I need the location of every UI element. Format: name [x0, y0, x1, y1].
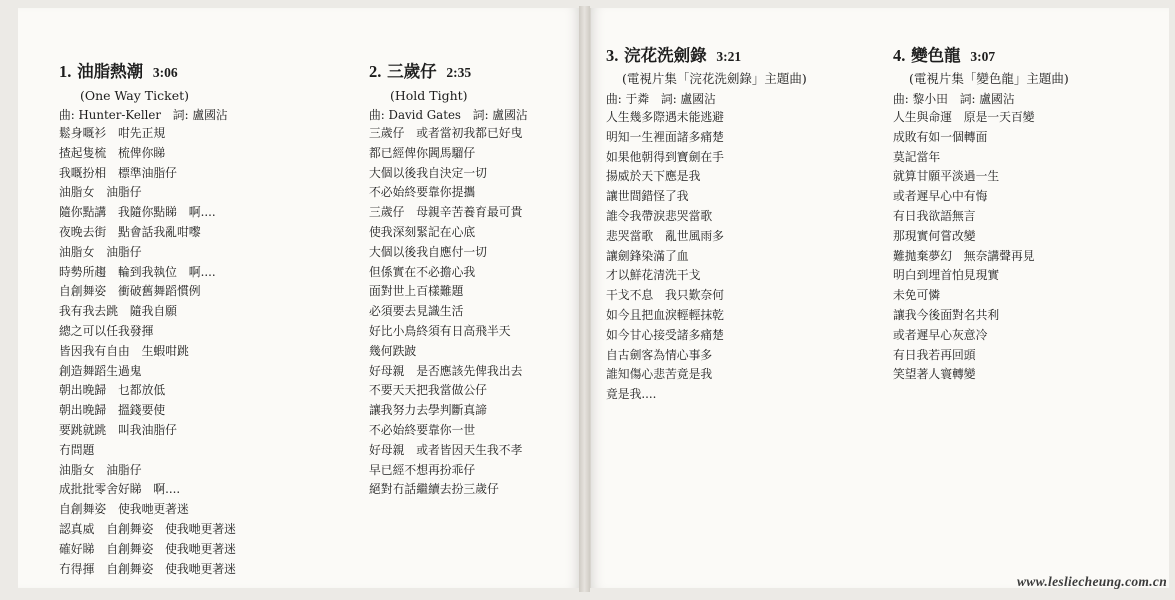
song-title-text: 浣花洗劍錄 [624, 46, 707, 65]
lyric-line: 好母親 或者皆因天生我不孝 [369, 442, 523, 457]
lyric-line: 好比小鳥終須有日高飛半天 [369, 323, 511, 338]
lyrics-list [369, 124, 528, 500]
lyric-line: 笑望著人寰轉變 [893, 367, 976, 382]
song-block-3 [606, 46, 807, 405]
lyric-line: 就算甘願平淡過一生 [893, 169, 1000, 184]
lyric-line: 必須要去見識生活 [369, 304, 464, 319]
lyric-line: 揚威於天下應是我 [606, 169, 701, 184]
lyric-line: 有日我欲語無言 [893, 208, 976, 223]
song-block-4 [893, 46, 1069, 385]
lyric-line: 悲哭當歌 亂世風雨多 [606, 228, 724, 243]
lyric-line: 莫記當年 [893, 149, 941, 164]
lyric-line: 三歲仔 或者當初我都已好曳 [369, 126, 523, 140]
website-watermark: www.lesliecheung.com.cn [1016, 574, 1167, 589]
song-credits: 曲: 黎小田 詞: 盧國沾 [893, 92, 1015, 106]
song-title [893, 46, 1069, 67]
book-spine-gutter [579, 6, 590, 592]
lyric-line: 好母親 是否應該先俾我出去 [369, 363, 523, 378]
song-duration: 3:06 [152, 65, 178, 80]
lyric-line: 冇問題 [59, 442, 95, 457]
song-title [606, 46, 807, 67]
lyric-line: 如今甘心接受諸多痛楚 [606, 327, 724, 342]
lyric-line: 時勢所趨 輪到我執位 啊.... [59, 264, 216, 279]
lyric-line: 幾何跌跛 [369, 343, 417, 358]
song-credits: 曲: David Gates 詞: 盧國沾 [369, 108, 528, 122]
lyric-line: 總之可以任我發揮 [59, 323, 154, 338]
lyric-line: 油脂女 油脂仔 [59, 185, 142, 200]
lyric-line: 我有我去跳 隨我自願 [59, 304, 177, 319]
lyric-line: 誰知傷心悲苦竟是我 [606, 367, 713, 382]
song-block-2 [369, 62, 528, 500]
lyric-line: 油脂女 油脂仔 [59, 462, 142, 477]
lyric-line: 才以鮮花清洗干戈 [606, 268, 701, 283]
lyric-line: 那現實何嘗改變 [893, 228, 976, 243]
lyric-line: 自創舞姿 使我哋更著迷 [59, 502, 189, 517]
lyric-line: 如今且把血淚輕輕抹乾 [606, 307, 724, 322]
lyrics-list [59, 124, 236, 579]
lyric-line: 不要天天把我當做公仔 [369, 383, 487, 398]
lyric-line: 揸起隻梳 梳俾你睇 [59, 145, 166, 160]
song-subtitle: (One Way Ticket) [80, 88, 190, 103]
lyric-line: 如果他朝得到寶劍在手 [606, 149, 724, 164]
lyric-line: 明知一生裡面諸多痛楚 [606, 129, 724, 144]
lyric-line: 冇得揮 自創舞姿 使我哋更著迷 [59, 561, 236, 576]
song-duration: 3:21 [716, 49, 742, 64]
lyric-line: 油脂女 油脂仔 [59, 244, 142, 259]
lyric-line: 認真威 自創舞姿 使我哋更著迷 [59, 521, 236, 536]
song-number: 2. [369, 62, 382, 81]
lyric-line: 或者遲早心中有悔 [893, 189, 988, 204]
lyric-line: 早已經不想再扮乖仔 [369, 462, 476, 477]
lyric-line: 三歲仔 母親辛苦養育最可貴 [369, 205, 523, 220]
lyric-line: 明白到埋首怕見現實 [893, 268, 1000, 283]
lyric-line: 朝出晚歸 乜都放低 [59, 383, 166, 398]
lyric-line: 鬆身嘅衫 咁先正規 [59, 126, 166, 140]
lyric-line: 難拋棄夢幻 無奈講聲再見 [893, 248, 1035, 263]
lyric-line: 讓劍鋒染滿了血 [606, 248, 689, 263]
song-number: 4. [893, 46, 906, 65]
song-title-text: 油脂熱潮 [77, 62, 144, 81]
lyric-line: 創造舞蹈生過鬼 [59, 363, 142, 378]
song-credits: 曲: 于粦 詞: 盧國沾 [606, 92, 716, 106]
lyric-line: 不必始終要靠你一世 [369, 422, 476, 437]
lyric-line: 有日我若再回頭 [893, 347, 976, 362]
song-duration: 3:07 [970, 49, 996, 64]
lyric-line: 但係實在不必擔心我 [369, 264, 476, 279]
lyric-line: 人生幾多際遇未能逃避 [606, 110, 724, 124]
lyric-line: 誰令我帶淚悲哭當歌 [606, 208, 713, 223]
song-title [369, 62, 528, 83]
lyric-line: 讓我今後面對名共利 [893, 307, 1000, 322]
lyric-line: 皆因我有自由 生蝦咁跳 [59, 343, 189, 358]
lyric-line: 大個以後我自應付一切 [369, 244, 487, 259]
lyric-line: 使我深刻緊記在心底 [369, 224, 476, 239]
lyric-line: 成敗有如一個轉面 [893, 129, 988, 144]
song-title-text: 三歲仔 [387, 62, 437, 81]
lyric-line: 面對世上百樣難題 [369, 284, 464, 299]
lyric-line: 不必始終要靠你提攜 [369, 185, 476, 200]
lyric-line: 朝出晚歸 搵錢要使 [59, 403, 166, 418]
song-title [59, 62, 236, 83]
lyric-line: 夜晚去街 點會話我亂咁嚟 [59, 224, 201, 239]
song-number: 1. [59, 62, 72, 81]
lyrics-list [606, 108, 807, 405]
song-block-1 [59, 62, 236, 579]
song-subtitle: (電視片集「變色龍」主題曲) [909, 71, 1069, 86]
lyric-line: 自古劍客為情心事多 [606, 347, 713, 362]
lyric-line: 未免可憐 [893, 288, 941, 303]
song-subtitle: (電視片集「浣花洗劍錄」主題曲) [622, 71, 807, 86]
lyric-line: 干戈不息 我只歎奈何 [606, 288, 724, 303]
lyric-line: 絕對冇話繼續去扮三歲仔 [369, 482, 499, 497]
song-number: 3. [606, 46, 619, 65]
song-subtitle: (Hold Tight) [390, 88, 468, 103]
lyric-line: 自創舞姿 衝破舊舞蹈慣例 [59, 284, 201, 299]
song-title-text: 變色龍 [911, 46, 961, 65]
lyric-line: 我嘅扮相 標準油脂仔 [59, 165, 177, 180]
lyric-line: 人生與命運 原是一天百變 [893, 110, 1035, 124]
lyrics-list [893, 108, 1069, 385]
lyric-line: 成批批零舍好睇 啊.... [59, 482, 181, 497]
lyric-line: 竟是我.... [606, 387, 657, 402]
lyric-line: 確好睇 自創舞姿 使我哋更著迷 [59, 541, 236, 556]
lyric-line: 讓我努力去學判斷真諦 [369, 403, 487, 418]
lyric-line: 讓世間錯怪了我 [606, 189, 689, 204]
song-duration: 2:35 [446, 65, 472, 80]
lyric-line: 都已經俾你閪馬騮仔 [369, 145, 476, 160]
lyric-line: 要跳就跳 叫我油脂仔 [59, 422, 177, 437]
lyric-line: 隨你點講 我隨你點睇 啊.... [59, 205, 216, 220]
lyric-line: 或者遲早心灰意冷 [893, 327, 988, 342]
song-credits: 曲: Hunter-Keller 詞: 盧國沾 [59, 108, 228, 122]
lyric-line: 大個以後我自決定一切 [369, 165, 487, 180]
